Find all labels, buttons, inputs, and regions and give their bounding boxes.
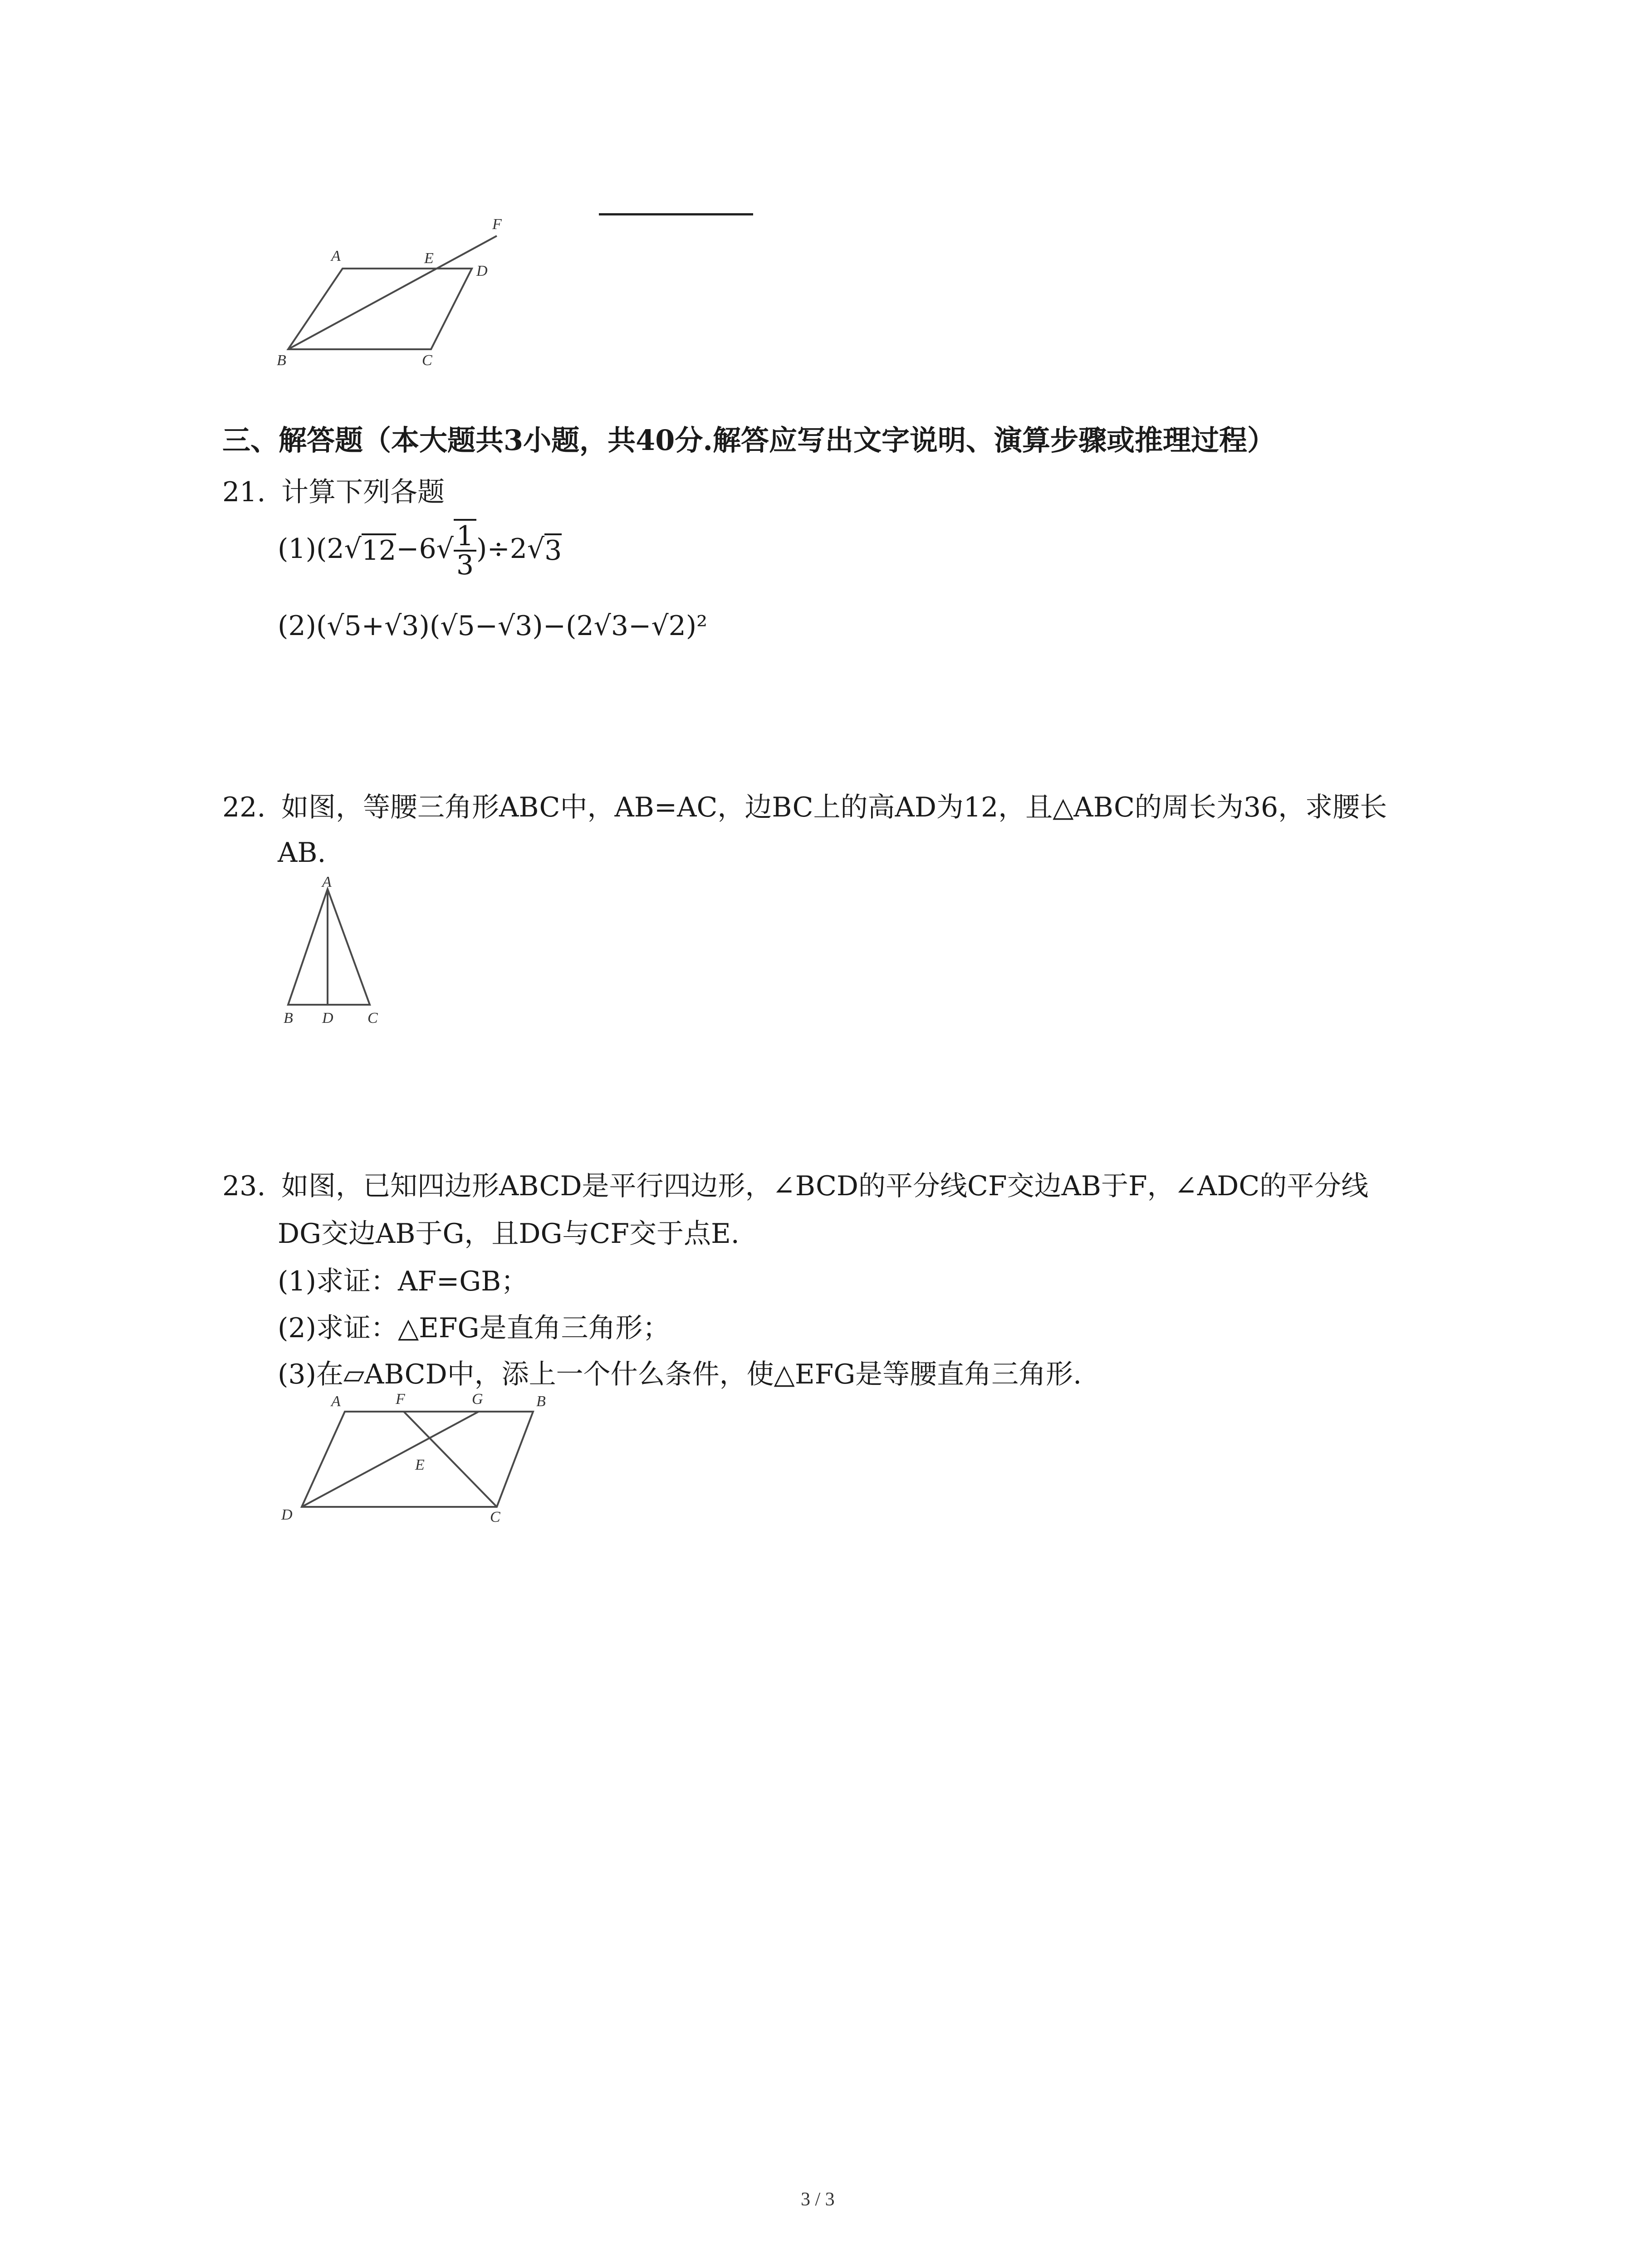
q21-number: 21. xyxy=(222,476,266,508)
triangle-abc xyxy=(288,889,370,1005)
page-number: 3 / 3 xyxy=(801,2189,835,2210)
label-C: C xyxy=(422,352,432,369)
q22-line2: AB. xyxy=(278,837,326,869)
q21-part1-suffix: )÷2 xyxy=(476,533,527,565)
label-F: F xyxy=(492,216,502,233)
radical-sign: √ xyxy=(527,533,545,565)
label-C: C xyxy=(367,1010,378,1026)
bisector-dg xyxy=(302,1412,479,1507)
segment-bf xyxy=(288,236,497,349)
label-G: G xyxy=(472,1391,483,1408)
q21-part2: (2)(√5+√3)(√5−√3)−(2√3−√2)² xyxy=(278,610,708,642)
q21-part1-fraction xyxy=(454,519,476,579)
label-E: E xyxy=(424,250,434,267)
q23-number: 23. xyxy=(222,1170,266,1202)
label-D: D xyxy=(281,1506,293,1523)
q21-part1-sqrt12: 12 xyxy=(362,533,396,564)
figure-isosceles-triangle xyxy=(272,875,408,1030)
label-B: B xyxy=(284,1010,293,1026)
figure-parallelogram-efg xyxy=(272,1388,572,1533)
q23-part1: (1)求证：AF=GB； xyxy=(278,1266,529,1297)
label-E: E xyxy=(415,1457,425,1473)
label-F: F xyxy=(396,1391,405,1408)
label-D: D xyxy=(476,263,488,279)
label-A: A xyxy=(322,875,332,890)
q21-part1-prefix: (1)(2 xyxy=(278,533,344,565)
fraction-numerator: 1 xyxy=(454,523,476,552)
label-D: D xyxy=(322,1010,333,1026)
label-B: B xyxy=(536,1393,546,1410)
label-B: B xyxy=(277,352,286,369)
q22-number: 22. xyxy=(222,792,266,823)
q21-part1-minus6: −6 xyxy=(396,533,436,565)
figure-parallelogram-ef xyxy=(263,209,517,381)
q23-part3: (3)在▱ABCD中，添上一个什么条件，使△EFG是等腰直角三角形. xyxy=(278,1359,1082,1390)
q21-part1 xyxy=(278,513,562,585)
label-A: A xyxy=(331,248,341,264)
section-heading: 三、解答题（本大题共3小题，共40分.解答应写出文字说明、演算步骤或推理过程） xyxy=(222,424,1276,457)
label-A: A xyxy=(331,1393,341,1410)
radical-sign: √ xyxy=(344,533,362,565)
q21-part1-sqrt3: 3 xyxy=(544,533,562,564)
q23-line1: 如图，已知四边形ABCD是平行四边形，∠BCD的平分线CF交边AB于F，∠ADC的平分线 xyxy=(281,1170,1369,1202)
radical-sign: √ xyxy=(436,533,454,565)
q22-line1: 如图，等腰三角形ABC中，AB=AC，边BC上的高AD为12，且△ABC的周长为36，求腰长 xyxy=(281,792,1387,823)
parallelogram-abcd xyxy=(288,269,472,349)
label-C: C xyxy=(490,1509,500,1525)
answer-blank xyxy=(599,213,753,215)
q23-line2: DG交边AB于G，且DG与CF交于点E. xyxy=(278,1218,740,1250)
q23-part2: (2)求证：△EFG是直角三角形； xyxy=(278,1312,670,1344)
q21-text: 计算下列各题 xyxy=(281,476,445,508)
fraction-denominator: 3 xyxy=(456,549,474,581)
